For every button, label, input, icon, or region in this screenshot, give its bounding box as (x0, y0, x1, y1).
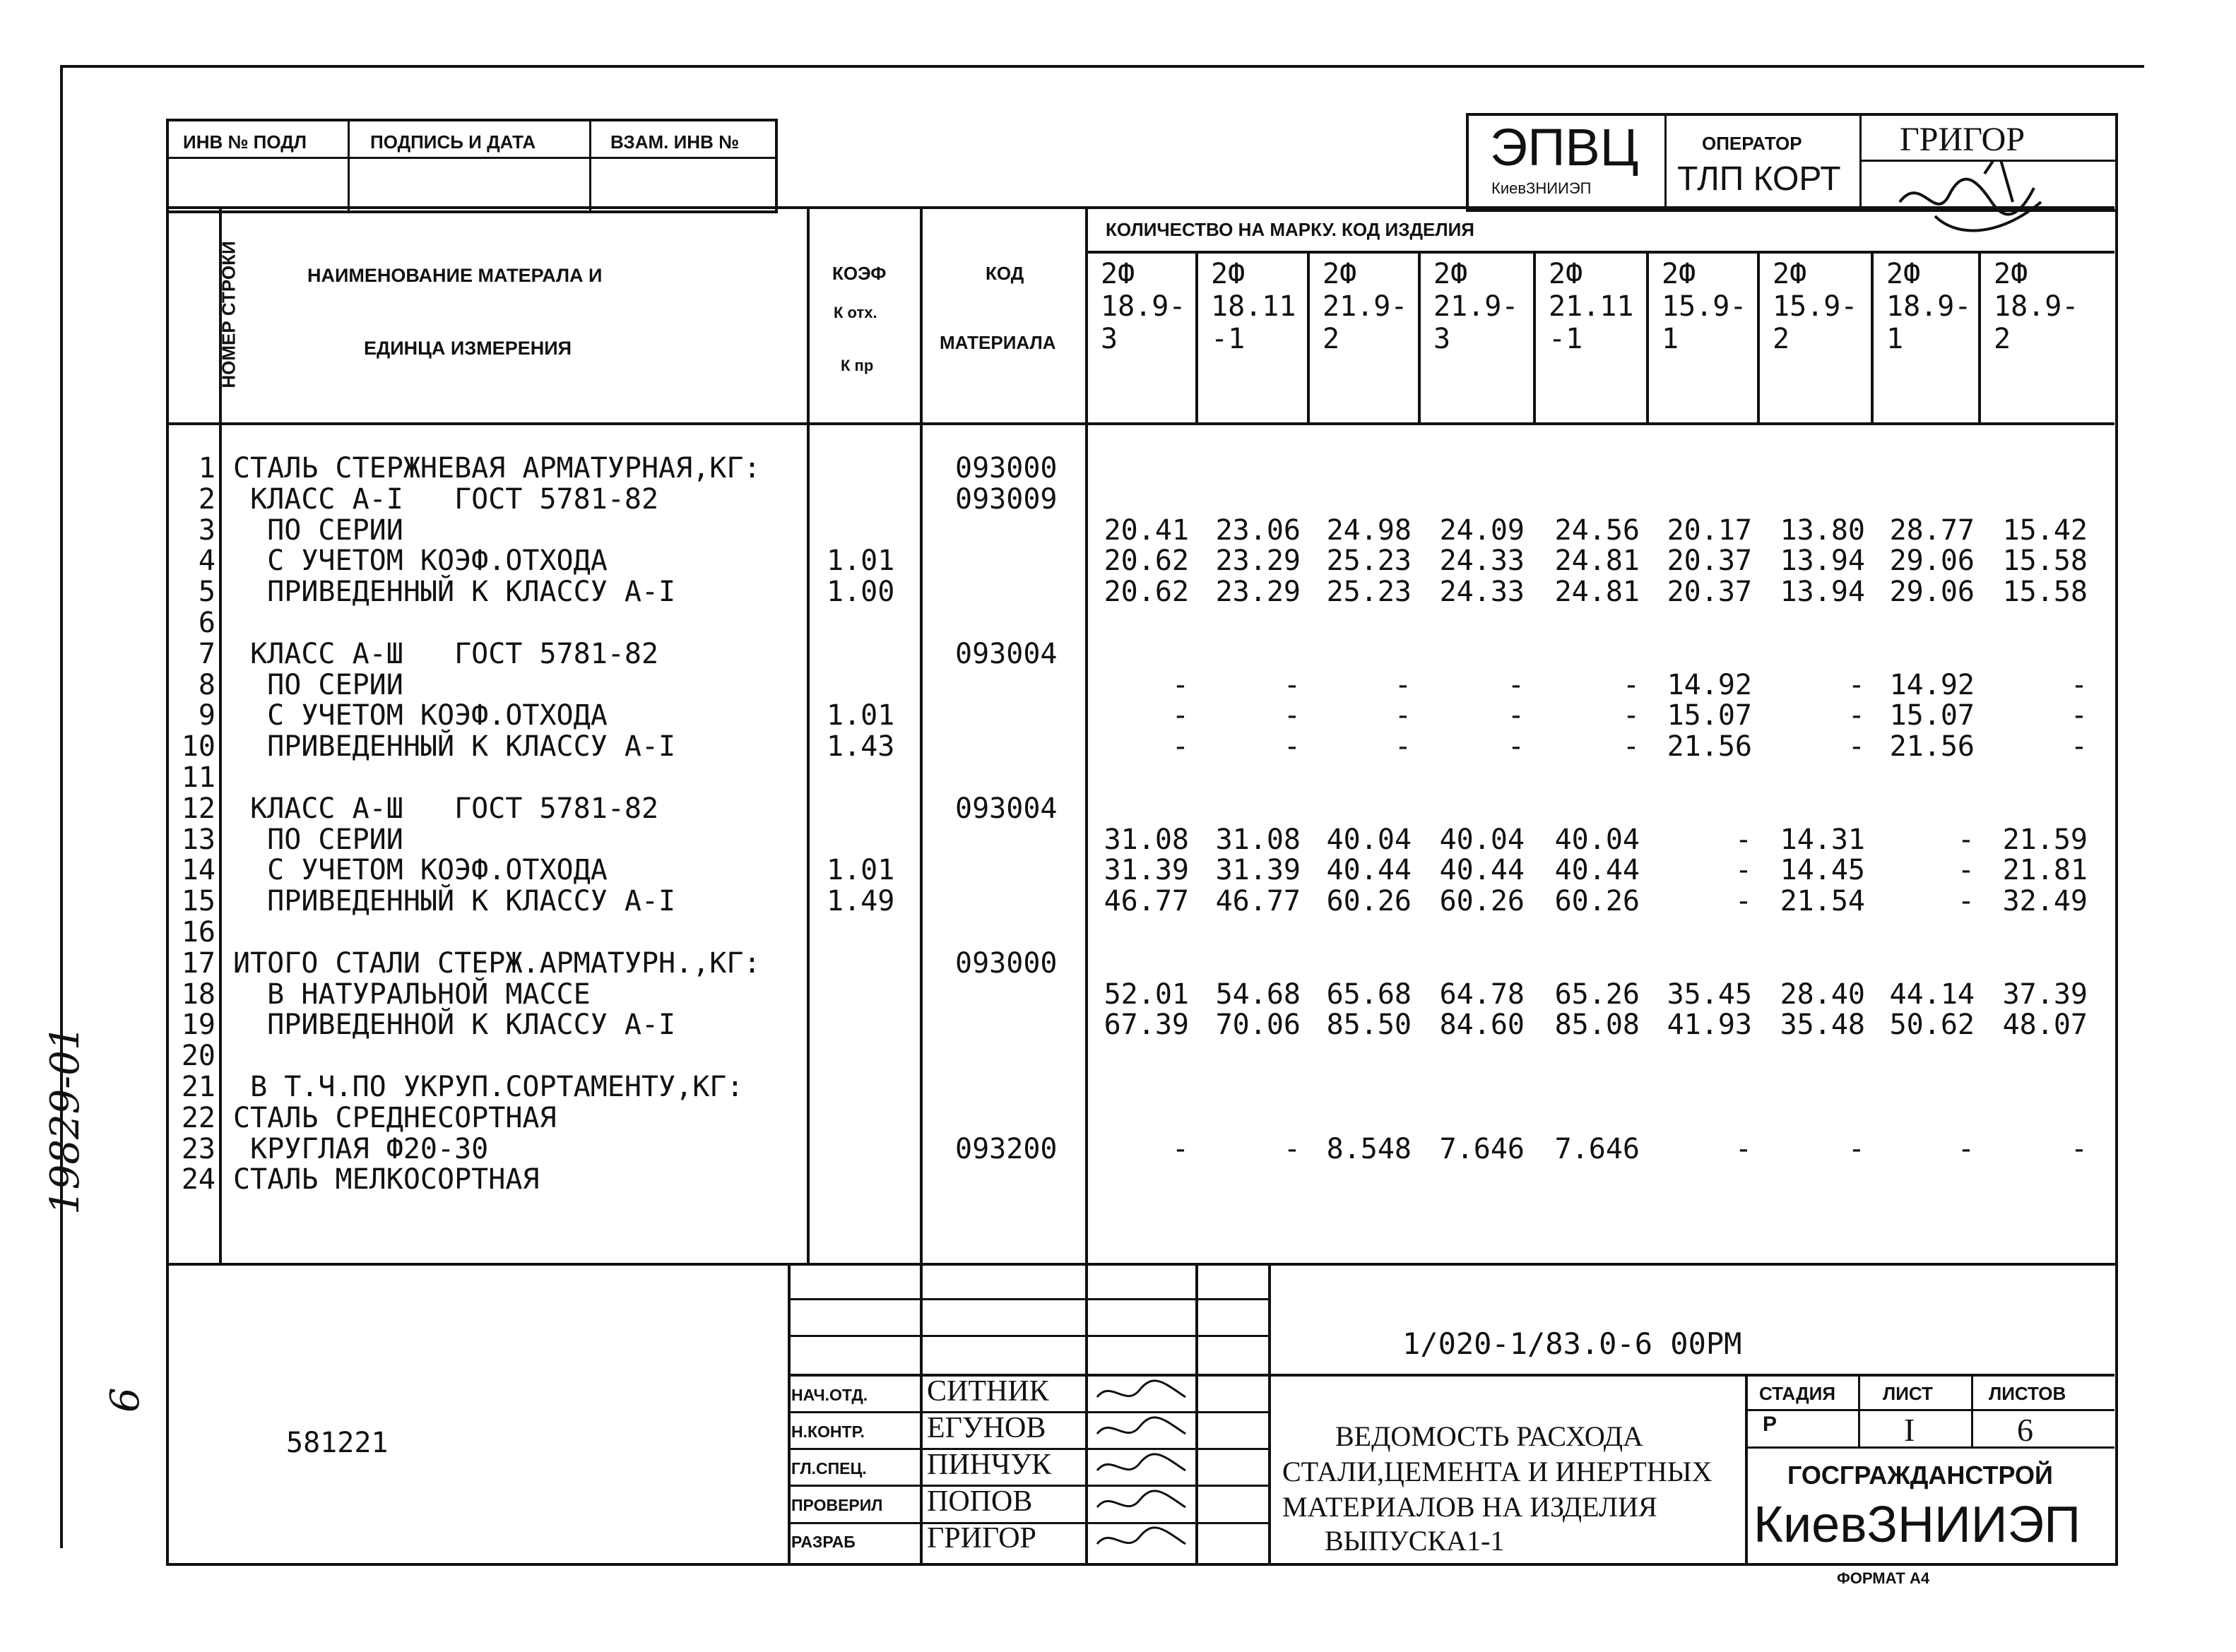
row-value-cell: 64.78 (1439, 977, 1525, 1011)
row-value-cell: - (1394, 699, 1412, 732)
row-value-cell: 20.62 (1104, 576, 1189, 609)
row-value-cell: - (1622, 668, 1640, 701)
row-value-cell: 24.33 (1439, 576, 1525, 609)
row-value-cell: 14.92 (1889, 668, 1975, 701)
row-value-cell: 40.04 (1326, 823, 1412, 856)
mark-header-text: 2Ф (1211, 258, 1246, 290)
row-number: 14 (181, 854, 215, 887)
row-value-cell: - (1622, 699, 1640, 732)
row-value-cell: 8.548 (1326, 1132, 1412, 1165)
row-value-cell: 40.04 (1439, 823, 1525, 856)
row-value-cell: 44.14 (1889, 977, 1975, 1011)
table-row (0, 1102, 2236, 1133)
row-number: 17 (181, 946, 215, 980)
qty-header-line (1085, 251, 2114, 254)
row-value-cell: 37.39 (2002, 977, 2088, 1011)
coef-header: КОЭФ (832, 263, 887, 284)
row-value-cell: - (1283, 699, 1301, 732)
row-material-name: ПРИВЕДЕННЫЙ К КЛАССУ А-I (233, 730, 676, 763)
row-value-cell: - (1957, 885, 1975, 918)
row-value-cell: 60.26 (1439, 885, 1525, 918)
table-top-line (166, 206, 2114, 209)
row-value-cell: 54.68 (1215, 977, 1301, 1011)
mark-header-text: 2 (1323, 323, 1340, 355)
row-value-cell: - (1847, 1132, 1865, 1165)
k-otx-header: К отх. (834, 304, 877, 321)
table-row (0, 545, 2236, 576)
row-value-cell: 21.81 (2002, 854, 2088, 887)
row-material-name: КЛАСС А-Ш ГОСТ 5781-82 (233, 637, 659, 670)
sign-label: ПОДПИСЬ И ДАТА (370, 131, 536, 153)
org-big-label: ЭПВЦ (1490, 118, 1639, 177)
table-row (0, 1040, 2236, 1071)
tb-stage-vline (1745, 1374, 1748, 1563)
row-value-cell: - (1171, 730, 1189, 763)
table-row (0, 669, 2236, 700)
row-material-code: 093004 (955, 792, 1058, 825)
row-value-cell: 21.59 (2002, 823, 2088, 856)
row-value-cell: 67.39 (1104, 1009, 1189, 1042)
row-value-cell: 15.58 (2002, 545, 2088, 578)
row-number: 15 (181, 885, 215, 918)
role-signature (1094, 1523, 1193, 1558)
mark-header-text: 18.11 (1211, 290, 1296, 323)
mark-header-text: 3 (1101, 323, 1118, 355)
row-value-cell: - (1171, 668, 1189, 701)
table-row (0, 885, 2236, 916)
left-number: 581221 (286, 1427, 389, 1459)
table-row (0, 699, 2236, 730)
row-material-name: ИТОГО СТАЛИ СТЕРЖ.АРМАТУРН.,КГ: (233, 946, 761, 980)
row-value-cell: - (2070, 699, 2088, 732)
row-material-code: 093009 (955, 482, 1058, 516)
mark-header-text: 2Ф (1994, 258, 2028, 290)
row-value-cell: 32.49 (2002, 885, 2088, 918)
role-signature (1094, 1449, 1193, 1485)
mark-header-text: 21.9- (1323, 290, 1408, 323)
row-material-name: С УЧЕТОМ КОЭФ.ОТХОДА (233, 545, 608, 578)
table-row (0, 854, 2236, 885)
row-value-cell: 14.92 (1667, 668, 1752, 701)
title-role-name: СИТНИК (927, 1375, 1049, 1408)
row-number: 20 (181, 1040, 215, 1073)
row-value-cell: 15.42 (2002, 513, 2088, 547)
title-line-2: СТАЛИ,ЦЕМЕНТА И ИНЕРТНЫХ (1282, 1456, 1713, 1487)
mark-header-text: 2Ф (1549, 258, 1583, 290)
table-row (0, 638, 2236, 669)
table-row (0, 947, 2236, 978)
row-value-cell: 20.37 (1667, 576, 1752, 609)
row-value-cell: - (2070, 668, 2088, 701)
row-number: 7 (198, 637, 215, 670)
row-value-cell: - (1734, 885, 1752, 918)
row-number: 24 (181, 1163, 215, 1196)
sheets-value: 6 (2017, 1412, 2033, 1448)
stamp-top-left (166, 119, 778, 213)
org-small-label: КиевЗНИИЭП (1491, 179, 1592, 197)
row-material-code: 093200 (955, 1132, 1058, 1165)
k-pr-header: К пр (841, 357, 874, 374)
table-row (0, 1163, 2236, 1194)
row-value-cell: - (1734, 823, 1752, 856)
row-material-code: 093000 (955, 452, 1058, 485)
row-coef: 1.43 (827, 730, 895, 763)
row-value-cell: 7.646 (1439, 1132, 1525, 1165)
row-value-cell: - (1847, 699, 1865, 732)
mark-header-text: 2Ф (1433, 258, 1468, 290)
row-value-cell: - (1394, 730, 1412, 763)
row-value-cell: 40.04 (1554, 823, 1640, 856)
title-line-4: ВЫПУСКА1-1 (1325, 1525, 1505, 1557)
row-value-cell: 52.01 (1104, 977, 1189, 1011)
title-role-label: ПРОВЕРИЛ (791, 1496, 883, 1514)
mark-col-divider (1195, 251, 1198, 424)
row-value-cell: 31.39 (1104, 854, 1189, 887)
row-number: 4 (198, 545, 215, 578)
mark-header-text: 2Ф (1323, 258, 1357, 290)
row-value-cell: 15.58 (2002, 576, 2088, 609)
row-coef: 1.01 (827, 545, 895, 578)
row-number: 21 (181, 1071, 215, 1103)
mark-col-divider (1418, 251, 1421, 424)
row-value-cell: - (1507, 699, 1525, 732)
row-value-cell: - (1734, 1132, 1752, 1165)
mark-header-text: 2 (1773, 323, 1790, 355)
title-role-label: НАЧ.ОТД. (791, 1386, 868, 1404)
name-header-line1: НАИМЕНОВАНИЕ МАТЕРАЛА И (307, 265, 603, 286)
row-value-cell: 23.29 (1215, 545, 1301, 578)
row-value-cell: 41.93 (1667, 1009, 1752, 1042)
org-line-1: ГОСГРАЖДАНСТРОЙ (1787, 1461, 2053, 1490)
row-number: 23 (181, 1132, 215, 1165)
row-value-cell: 25.23 (1326, 576, 1412, 609)
row-material-name: В Т.Ч.ПО УКРУП.СОРТАМЕНТУ,КГ: (233, 1071, 744, 1103)
row-value-cell: 60.26 (1326, 885, 1412, 918)
row-value-cell: 21.56 (1667, 730, 1752, 763)
row-value-cell: - (1957, 1132, 1975, 1165)
mark-col-divider (1307, 251, 1310, 424)
row-value-cell: 84.60 (1439, 1009, 1525, 1042)
mark-header-text: 21.9- (1433, 290, 1519, 323)
row-number-header: НОМЕР СТРОКИ (218, 241, 239, 388)
row-value-cell: - (1171, 1132, 1189, 1165)
role-signature (1094, 1413, 1193, 1448)
row-value-cell: - (1507, 668, 1525, 701)
title-line-3: МАТЕРИАЛОВ НА ИЗДЕЛИЯ (1282, 1491, 1657, 1523)
row-value-cell: 40.44 (1554, 854, 1640, 887)
mark-header-text: 2Ф (1662, 258, 1696, 290)
row-number: 13 (181, 823, 215, 856)
table-row (0, 978, 2236, 1009)
code-header-line1: КОД (986, 263, 1024, 284)
row-value-cell: 24.09 (1439, 513, 1525, 547)
table-row (0, 792, 2236, 824)
row-material-code: 093004 (955, 637, 1058, 670)
row-material-name: ПО СЕРИИ (233, 823, 403, 856)
row-value-cell: 21.56 (1889, 730, 1975, 763)
mark-header-text: 3 (1433, 323, 1451, 355)
row-value-cell: 20.41 (1104, 513, 1189, 547)
row-coef: 1.49 (827, 885, 895, 918)
tb-hline-a (788, 1298, 1268, 1300)
row-number: 6 (198, 607, 215, 639)
table-row (0, 514, 2236, 545)
sheets-label: ЛИСТОВ (1989, 1383, 2066, 1404)
table-row (0, 761, 2236, 792)
row-value-cell: - (1847, 730, 1865, 763)
row-value-cell: 13.94 (1780, 576, 1865, 609)
row-coef: 1.01 (827, 699, 895, 732)
row-value-cell: 14.45 (1780, 854, 1865, 887)
row-material-code: 093000 (955, 946, 1058, 980)
row-value-cell: 25.23 (1326, 545, 1412, 578)
qty-header: КОЛИЧЕСТВО НА МАРКУ. КОД ИЗДЕЛИЯ (1106, 219, 1474, 240)
row-value-cell: 28.77 (1889, 513, 1975, 547)
table-row (0, 1071, 2236, 1102)
mark-col-divider (1871, 251, 1874, 424)
row-value-cell: - (1283, 668, 1301, 701)
margin-page: 6 (102, 1387, 148, 1413)
title-role-name: ПОПОВ (927, 1485, 1033, 1518)
row-material-name: СТАЛЬ МЕЛКОСОРТНАЯ (233, 1163, 540, 1196)
row-number: 8 (198, 668, 215, 701)
doc-code: 1/020-1/83.0-6 00РМ (1402, 1326, 1742, 1361)
row-value-cell: 23.06 (1215, 513, 1301, 547)
row-value-cell: 13.94 (1780, 545, 1865, 578)
row-value-cell: - (1394, 668, 1412, 701)
row-value-cell: 85.08 (1554, 1009, 1640, 1042)
row-value-cell: 15.07 (1889, 699, 1975, 732)
row-value-cell: 13.80 (1780, 513, 1865, 547)
format-label: ФОРМАТ А4 (1837, 1569, 1930, 1587)
row-material-name: КЛАСС А-I ГОСТ 5781-82 (233, 482, 659, 516)
table-row (0, 916, 2236, 947)
frame-top-line (60, 65, 2144, 68)
title-role-name: ПИНЧУК (927, 1449, 1052, 1481)
row-number: 2 (198, 482, 215, 516)
mark-header-text: 2Ф (1773, 258, 1807, 290)
row-number: 10 (181, 730, 215, 763)
mark-col-divider (1757, 251, 1760, 424)
row-value-cell: 15.07 (1667, 699, 1752, 732)
mark-header-text: 15.9- (1662, 290, 1747, 323)
tb-stage-hline2 (1745, 1446, 2114, 1449)
row-number: 18 (181, 977, 215, 1011)
row-number: 19 (181, 1009, 215, 1042)
row-value-cell: 24.81 (1554, 576, 1640, 609)
row-value-cell: 24.33 (1439, 545, 1525, 578)
row-material-name: КРУГЛАЯ Ф20-30 (233, 1132, 489, 1165)
title-role-label: Н.КОНТР. (791, 1422, 865, 1441)
inv-label: ИНВ № ПОДЛ (183, 131, 307, 153)
row-material-name: ПРИВЕДЕННОЙ К КЛАССУ А-I (233, 1009, 676, 1042)
row-number: 1 (198, 452, 215, 485)
row-material-name: СТАЛЬ СРЕДНЕСОРТНАЯ (233, 1101, 557, 1134)
row-number: 16 (181, 916, 215, 949)
mark-header-text: 2 (1994, 323, 2011, 355)
row-number: 9 (198, 699, 215, 732)
mark-header-text: -1 (1549, 323, 1583, 355)
tb-stage-hline1 (1745, 1409, 2114, 1411)
tb-hline-b (788, 1335, 1268, 1337)
row-value-cell: - (2070, 730, 2088, 763)
row-value-cell: - (1957, 854, 1975, 887)
table-row (0, 1009, 2236, 1040)
row-value-cell: 24.56 (1554, 513, 1640, 547)
row-number: 12 (181, 792, 215, 825)
title-role-name: ЕГУНОВ (927, 1412, 1046, 1444)
name-header-line2: ЕДИНЦА ИЗМЕРЕНИЯ (364, 338, 572, 359)
operator-value: ТЛП КОРТ (1677, 160, 1841, 198)
mark-header-text: 2Ф (1101, 258, 1135, 290)
row-number: 11 (181, 761, 215, 794)
stage-value: Р (1763, 1413, 1777, 1436)
title-role-label: ГЛ.СПЕЦ. (791, 1459, 867, 1478)
row-value-cell: 48.07 (2002, 1009, 2088, 1042)
row-material-name: ПРИВЕДЕННЫЙ К КЛАССУ А-I (233, 885, 676, 918)
row-value-cell: 23.29 (1215, 576, 1301, 609)
tb-stage-col2 (1971, 1374, 1973, 1446)
mark-col-divider (1646, 251, 1649, 424)
row-value-cell: 20.62 (1104, 545, 1189, 578)
sheet-label: ЛИСТ (1883, 1383, 1933, 1404)
operator-label: ОПЕРАТОР (1702, 133, 1802, 154)
sheet-value: I (1904, 1412, 1915, 1448)
row-value-cell: 40.44 (1326, 854, 1412, 887)
header-bottom-line (166, 422, 2114, 425)
table-row (0, 483, 2236, 514)
row-material-name: ПО СЕРИИ (233, 513, 403, 547)
row-value-cell: - (1507, 730, 1525, 763)
row-value-cell: 40.44 (1439, 854, 1525, 887)
mark-header-text: 15.9- (1773, 290, 1858, 323)
grigor-label: ГРИГОР (1900, 121, 2025, 158)
row-value-cell: 31.39 (1215, 854, 1301, 887)
row-value-cell: - (1847, 668, 1865, 701)
row-value-cell: 60.26 (1554, 885, 1640, 918)
row-value-cell: 20.37 (1667, 545, 1752, 578)
tb-stage-col1 (1858, 1374, 1860, 1446)
row-value-cell: 24.81 (1554, 545, 1640, 578)
row-number: 5 (198, 576, 215, 609)
row-material-name: ПРИВЕДЕННЫЙ К КЛАССУ А-I (233, 576, 676, 609)
mark-header-text: 18.9- (1101, 290, 1186, 323)
row-value-cell: - (2070, 1132, 2088, 1165)
mark-header-text: 18.9- (1994, 290, 2079, 323)
mark-header-text: 2Ф (1886, 258, 1921, 290)
row-value-cell: 29.06 (1889, 545, 1975, 578)
row-value-cell: 85.50 (1326, 1009, 1412, 1042)
table-row (0, 730, 2236, 761)
vzam-label: ВЗАМ. ИНВ № (610, 131, 740, 153)
row-number: 3 (198, 513, 215, 547)
row-value-cell: 35.45 (1667, 977, 1752, 1011)
row-coef: 1.00 (827, 576, 895, 609)
row-value-cell: - (1283, 1132, 1301, 1165)
mark-header-text: 1 (1662, 323, 1679, 355)
row-value-cell: 20.17 (1667, 513, 1752, 547)
mark-header-text: -1 (1211, 323, 1246, 355)
row-value-cell: 46.77 (1104, 885, 1189, 918)
row-value-cell: 21.54 (1780, 885, 1865, 918)
row-value-cell: 46.77 (1215, 885, 1301, 918)
mark-header-text: 18.9- (1886, 290, 1972, 323)
row-material-name: КЛАСС А-Ш ГОСТ 5781-82 (233, 792, 659, 825)
row-value-cell: 29.06 (1889, 576, 1975, 609)
row-value-cell: 24.98 (1326, 513, 1412, 547)
row-value-cell: 28.40 (1780, 977, 1865, 1011)
row-material-name: СТАЛЬ СТЕРЖНЕВАЯ АРМАТУРНАЯ,КГ: (233, 452, 761, 485)
row-value-cell: - (1957, 823, 1975, 856)
row-number: 22 (181, 1101, 215, 1134)
margin-note: 19829-01 (42, 1025, 88, 1215)
row-material-name: ПО СЕРИИ (233, 668, 403, 701)
row-value-cell: 31.08 (1104, 823, 1189, 856)
title-role-label: РАЗРАБ (791, 1533, 856, 1551)
row-value-cell: 65.68 (1326, 977, 1412, 1011)
table-row (0, 824, 2236, 855)
row-value-cell: 35.48 (1780, 1009, 1865, 1042)
tb-vline-5 (1268, 1263, 1271, 1563)
code-header-line2: МАТЕРИАЛА (940, 332, 1056, 353)
mark-header-text: 21.11 (1549, 290, 1634, 323)
row-value-cell: 50.62 (1889, 1009, 1975, 1042)
mark-col-divider (1533, 251, 1536, 424)
row-value-cell: 70.06 (1215, 1009, 1301, 1042)
title-line-1: ВЕДОМОСТЬ РАСХОДА (1335, 1420, 1643, 1452)
role-signature (1094, 1486, 1193, 1521)
row-value-cell: - (1622, 730, 1640, 763)
row-coef: 1.01 (827, 854, 895, 887)
row-material-name: В НАТУРАЛЬНОЙ МАССЕ (233, 977, 591, 1011)
row-value-cell: 7.646 (1554, 1132, 1640, 1165)
row-value-cell: 14.31 (1780, 823, 1865, 856)
table-row (0, 607, 2236, 638)
row-value-cell: - (1283, 730, 1301, 763)
row-value-cell: 31.08 (1215, 823, 1301, 856)
row-value-cell: - (1171, 699, 1189, 732)
row-value-cell: 65.26 (1554, 977, 1640, 1011)
stamp-top-right (1466, 113, 2118, 212)
title-role-name: ГРИГОР (927, 1522, 1036, 1555)
role-signature (1094, 1376, 1193, 1411)
mark-col-divider (1978, 251, 1981, 424)
row-material-name: С УЧЕТОМ КОЭФ.ОТХОДА (233, 699, 608, 732)
table-row (0, 576, 2236, 607)
stage-label: СТАДИЯ (1759, 1383, 1836, 1404)
title-block-top (166, 1263, 2114, 1266)
org-line-2: КиевЗНИИЭП (1753, 1497, 2081, 1553)
row-material-name: С УЧЕТОМ КОЭФ.ОТХОДА (233, 854, 608, 887)
table-row (0, 1133, 2236, 1164)
table-row (0, 452, 2236, 483)
mark-header-text: 1 (1886, 323, 1904, 355)
row-value-cell: - (1734, 854, 1752, 887)
